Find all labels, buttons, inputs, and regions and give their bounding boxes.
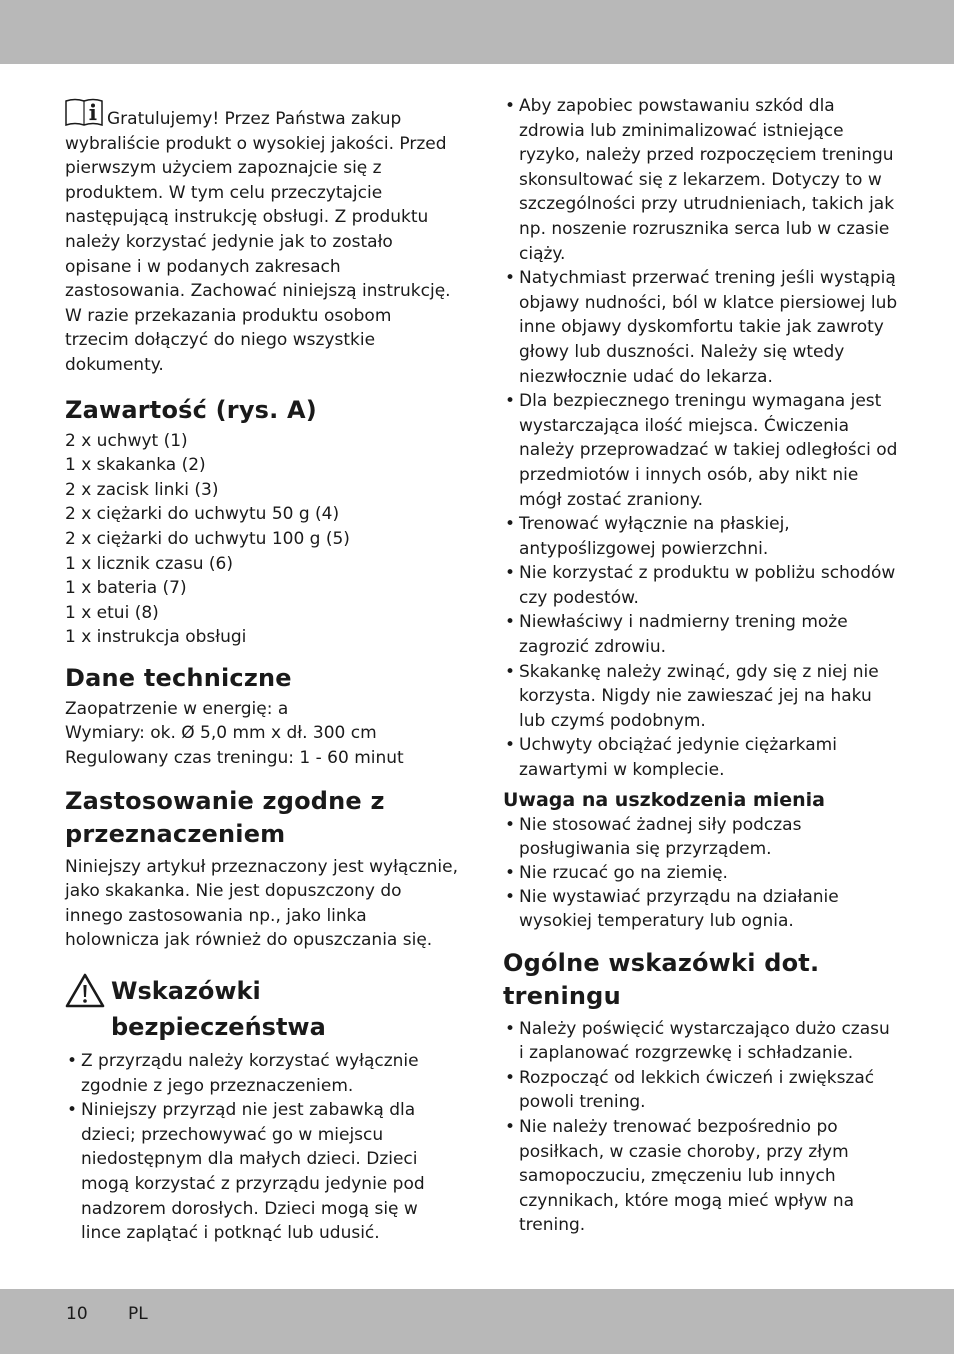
- list-item: • Nie wystawiać przyrządu na działanie wysokiej temperatury lub ognia.: [503, 885, 898, 933]
- training-heading: [503, 947, 898, 1013]
- warning-triangle-icon: [65, 973, 105, 1009]
- technical-line: Regulowany czas treningu: 1 - 60 minut: [65, 748, 404, 769]
- list-item: • Niniejszy przyrząd nie jest zabawką dla dzieci; przechowywać go w miejscu niedostępnym dla małych dzieci. Dzieci mogą korzystać z przyrządu jedynie pod nadzorem dorosłych. Dzieci mogą się w lince zaplątać i potknąć lub udusić.: [65, 1098, 460, 1246]
- safety-list-left: [65, 1049, 460, 1246]
- contents-item: 2 x uchwyt (1): [65, 430, 188, 451]
- contents-item: 2 x ciężarki do uchwytu 50 g (4): [65, 504, 340, 525]
- top-bar: [0, 0, 954, 64]
- property-damage-heading: Uwaga na uszkodzenia mienia: [503, 788, 825, 811]
- intended-use-text: Niniejszy artykuł przeznaczony jest wyłącznie, jako skakanka. Nie jest dopuszczony do innego zastosowania np., jako linka holownicza jak również do opuszczania się.: [65, 856, 458, 951]
- list-item: • Należy poświęcić wystarczająco dużo czasu i zaplanować rozgrzewkę i schładzanie.: [503, 1017, 898, 1066]
- technical-heading: Dane techniczne: [65, 663, 292, 692]
- list-item: • Uchwyty obciążać jedynie ciężarkami zawartymi w komplecie.: [503, 733, 898, 782]
- intended-use-heading-line: Zastosowanie zgodne z: [65, 786, 385, 815]
- technical-list: [65, 697, 460, 771]
- technical-line: Wymiary: ok. Ø 5,0 mm x dł. 300 cm: [65, 723, 377, 744]
- right-column: [503, 94, 898, 1238]
- list-item: • Aby zapobiec powstawaniu szkód dla zdrowia lub zminimalizować istniejące ryzyko, należy przed rozpoczęciem treningu skonsultować się z lekarzem. Dotyczy to w szczególności przy utrudnieniach, takich jak np. noszenie rozrusznika serca lub w czasie ciąży.: [503, 94, 898, 266]
- contents-item: 1 x bateria (7): [65, 578, 187, 599]
- list-item: • Skakankę należy zwinąć, gdy się z niej nie korzysta. Nigdy nie zawieszać jej na haku lub czymś podobnym.: [503, 660, 898, 734]
- safety-list-right: [503, 94, 898, 783]
- contents-item: 1 x etui (8): [65, 602, 159, 623]
- safety-heading-line: Wskazówki: [111, 977, 261, 1006]
- safety-heading-text: [111, 973, 326, 1045]
- list-item: • Trenować wyłącznie na płaskiej, antypoślizgowej powierzchni.: [503, 512, 898, 561]
- language-code: PL: [128, 1304, 148, 1324]
- contents-heading: Zawartość (rys. A): [65, 395, 317, 424]
- property-damage-list: [503, 813, 898, 933]
- list-item: • Niewłaściwy i nadmierny trening może zagrozić zdrowiu.: [503, 610, 898, 659]
- contents-item: 1 x instrukcja obsługi: [65, 627, 247, 648]
- intended-use-heading-line: przeznaczeniem: [65, 819, 286, 848]
- left-column: [65, 98, 460, 1246]
- list-item: • Nie rzucać go na ziemię.: [503, 861, 898, 885]
- info-icon: [65, 98, 103, 126]
- safety-heading: [65, 973, 460, 1045]
- safety-heading-line: bezpieczeństwa: [111, 1013, 326, 1042]
- training-list: [503, 1017, 898, 1238]
- intended-use-heading: [65, 785, 460, 851]
- page-number: 10: [66, 1304, 88, 1324]
- list-item: • Nie korzystać z produktu w pobliżu schodów czy podestów.: [503, 561, 898, 610]
- list-item: • Rozpocząć od lekkich ćwiczeń i zwiększać powoli trening.: [503, 1066, 898, 1115]
- list-item: • Z przyrządu należy korzystać wyłącznie zgodnie z jego przeznaczeniem.: [65, 1049, 460, 1098]
- list-item: • Natychmiast przerwać trening jeśli wystąpią objawy nudności, ból w klatce piersiowej lub inne objawy dyskomfortu takie jak zawroty głowy lub duszności. Należy się wtedy niezwłocznie udać do lekarza.: [503, 266, 898, 389]
- list-item: • Nie stosować żadnej siły podczas posługiwania się przyrządem.: [503, 813, 898, 861]
- training-heading-line: treningu: [503, 981, 621, 1010]
- intro-paragraph: [65, 98, 460, 378]
- technical-line: Zaopatrzenie w energię: a: [65, 698, 289, 719]
- contents-item: 2 x zacisk linki (3): [65, 479, 219, 500]
- contents-item: 2 x ciężarki do uchwytu 100 g (5): [65, 528, 350, 549]
- intro-text: Gratulujemy! Przez Państwa zakup wybraliście produkt o wysokiej jakości. Przed pierwszym użyciem zapoznajcie się z produktem. W tym celu przeczytajcie następującą instrukcję obsługi. Z produktu należy korzystać jedynie jak to zostało opisane i w podanych zakresach zastosowania. Zachować niniejszą instrukcję. W razie przekazania produktu osobom trzecim dołączyć do niego wszystkie dokumenty.: [65, 109, 451, 375]
- contents-list: [65, 429, 460, 650]
- contents-item: 1 x licznik czasu (6): [65, 553, 233, 574]
- training-heading-line: Ogólne wskazówki dot.: [503, 948, 820, 977]
- list-item: • Nie należy trenować bezpośrednio po posiłkach, w czasie choroby, przy złym samopoczuciu, zmęczeniu lub innych czynnikach, które mogą mieć wpływ na trening.: [503, 1115, 898, 1238]
- contents-item: 1 x skakanka (2): [65, 455, 206, 476]
- list-item: • Dla bezpiecznego treningu wymagana jest wystarczająca ilość miejsca. Ćwiczenia należy przeprowadzać w takiej odległości od przedmiotów i innych osób, aby nikt nie mógł zostać zraniony.: [503, 389, 898, 512]
